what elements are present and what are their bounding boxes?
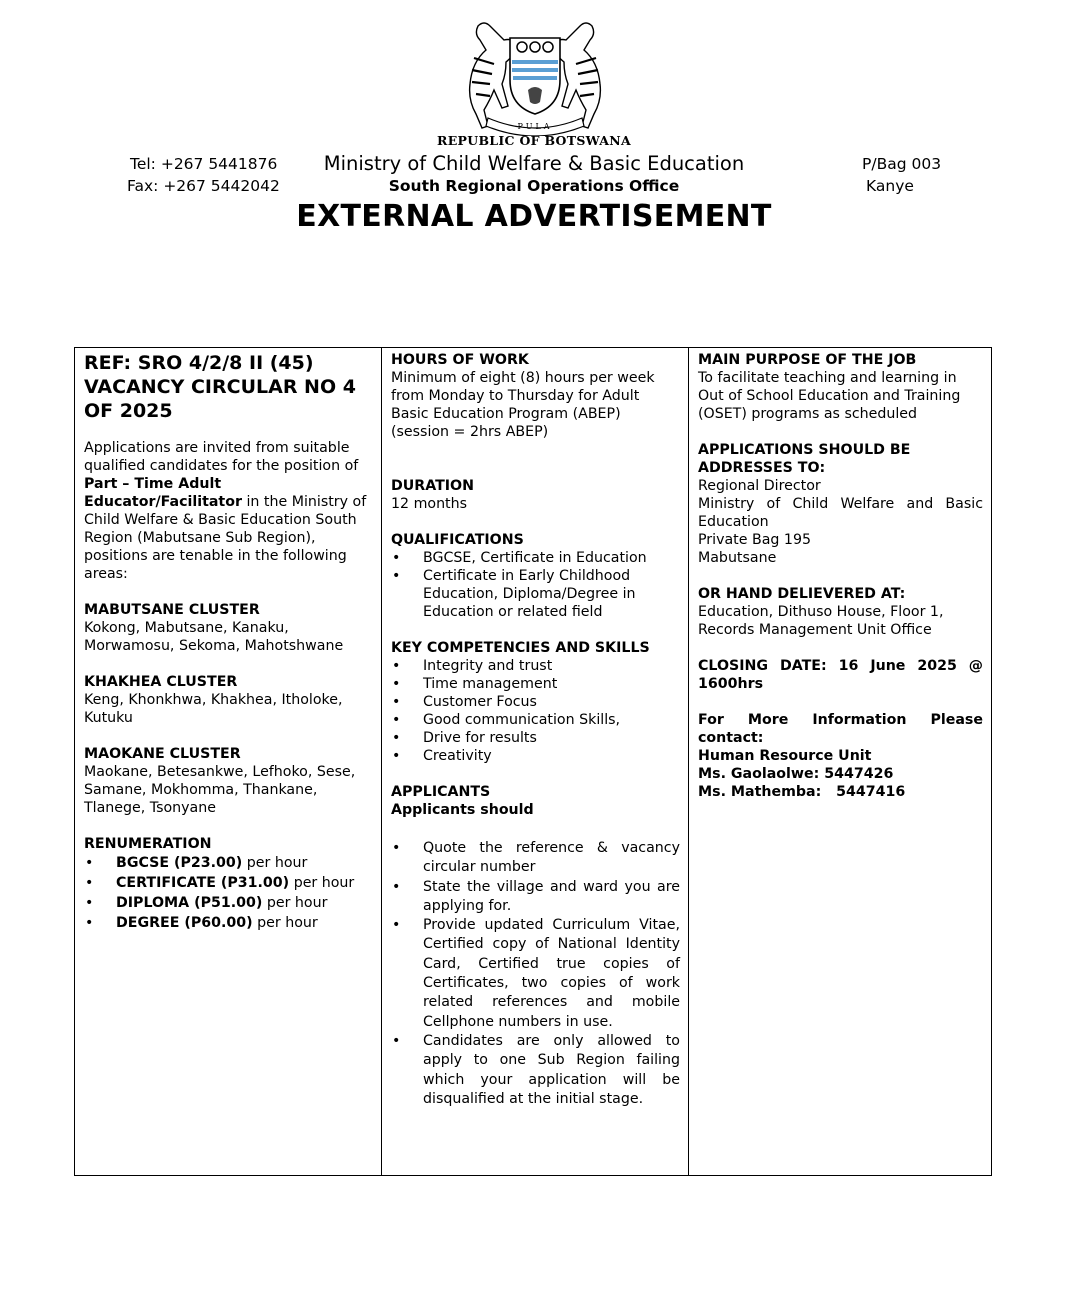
botswana-coat-of-arms-icon — [460, 14, 610, 136]
hand-delivered-title: OR HAND DELIEVERED AT: — [698, 586, 906, 602]
list-item: • Good communication Skills, — [423, 711, 680, 729]
list-item: • BGCSE, Certificate in Education — [423, 549, 680, 567]
address-line: Mabutsane — [698, 550, 777, 566]
fax: Fax: +267 5442042 — [127, 177, 280, 195]
intro-text: Applications are invited from suitable qualified candidates for the position of Part – Time Adult Educator/Facilitator in the Ministry of Child Welfare & Basic Education South Region (Mabutsane Sub Region), positions are tenable in the following areas: — [84, 440, 367, 582]
hours-text: Minimum of eight (8) hours per week from Monday to Thursday for Adult Basic Education Program (ABEP) (session = 2hrs ABEP) — [391, 370, 655, 440]
list-item: • State the village and ward you are applying for. — [423, 878, 680, 917]
renumeration-title: RENUMERATION — [84, 836, 212, 852]
column-reference — [75, 348, 382, 1175]
cluster-title: MAOKANE CLUSTER — [84, 746, 241, 762]
republic-heading: REPUBLIC OF BOTSWANA — [437, 133, 631, 148]
contact-person: Ms. Gaolaolwe: 5447426 — [698, 766, 894, 782]
cluster-areas: Maokane, Betesankwe, Lefhoko, Sese, Samane, Mokhomma, Thankane, Tlanege, Tsonyane — [84, 764, 356, 816]
ministry-name: Ministry of Child Welfare & Basic Education — [323, 152, 745, 175]
renumeration-list — [84, 853, 373, 933]
hours-title: HOURS OF WORK — [391, 352, 529, 368]
office-name: South Regional Operations Office — [388, 177, 680, 195]
duration-text: 12 months — [391, 496, 468, 512]
list-item: • Integrity and trust — [423, 657, 680, 675]
telephone: Tel: +267 5441876 — [130, 155, 278, 173]
address-title: APPLICATIONS SHOULD BE ADDRESSES TO: — [698, 442, 911, 476]
list-item: • Quote the reference & vacancy circular number — [423, 839, 680, 878]
list-item: • CERTIFICATE (P31.00) per hour — [116, 873, 373, 893]
duration-title: DURATION — [391, 478, 474, 494]
skills-list — [391, 657, 680, 765]
list-item: • DEGREE (P60.00) per hour — [116, 913, 373, 933]
list-item: • Customer Focus — [423, 693, 680, 711]
page-title: EXTERNAL ADVERTISEMENT — [296, 199, 772, 234]
skills-title: KEY COMPETENCIES AND SKILLS — [391, 640, 650, 656]
contact-person: Ms. Mathemba: 5447416 — [698, 784, 906, 800]
advert-table — [74, 347, 992, 1176]
applicants-list — [391, 839, 680, 1109]
list-item: • Creativity — [423, 747, 680, 765]
address-line: Regional Director — [698, 478, 821, 494]
list-item: • Time management — [423, 675, 680, 693]
hand-delivered-text: Education, Dithuso House, Floor 1, Records Management Unit Office — [698, 604, 944, 638]
address-line: Ministry of Child Welfare and Basic Education — [698, 496, 983, 530]
purpose-title: MAIN PURPOSE OF THE JOB — [698, 352, 917, 368]
cluster-title: KHAKHEA CLUSTER — [84, 674, 238, 690]
cluster-areas: Keng, Khonkhwa, Khakhea, Itholoke, Kutuku — [84, 692, 343, 726]
more-info: For More Information Please contact: — [698, 712, 983, 746]
qualifications-title: QUALIFICATIONS — [391, 532, 524, 548]
town: Kanye — [866, 177, 914, 195]
column-requirements — [382, 348, 689, 1175]
closing-date: CLOSING DATE: 16 June 2025 @ 1600hrs — [698, 658, 983, 692]
contact-unit: Human Resource Unit — [698, 748, 872, 764]
applicants-title: APPLICANTS — [391, 784, 491, 800]
list-item: • Drive for results — [423, 729, 680, 747]
purpose-text: To facilitate teaching and learning in Out of School Education and Training (OSET) programs as scheduled — [698, 370, 961, 422]
cluster-areas: Kokong, Mabutsane, Kanaku, Morwamosu, Sekoma, Mahotshwane — [84, 620, 344, 654]
cluster-title: MABUTSANE CLUSTER — [84, 602, 260, 618]
list-item: • Provide updated Curriculum Vitae, Certified copy of National Identity Card, Certified true copies of Certificates, two copies of work related references and mobile Cellphone numbers in use. — [423, 916, 680, 1032]
list-item: • Certificate in Early Childhood Education, Diploma/Degree in Education or related field — [423, 567, 680, 621]
address-line: Private Bag 195 — [698, 532, 811, 548]
column-application — [689, 348, 991, 1175]
list-item: • Candidates are only allowed to apply to one Sub Region failing which your application will be disqualified at the initial stage. — [423, 1032, 680, 1109]
reference-number: REF: SRO 4/2/8 II (45) VACANCY CIRCULAR NO 4 OF 2025 — [84, 352, 356, 422]
svg-text:PULA: PULA — [517, 122, 553, 131]
qualifications-list — [391, 549, 680, 621]
postal-bag: P/Bag 003 — [862, 155, 942, 173]
applicants-subtitle: Applicants should — [391, 802, 534, 818]
list-item: • DIPLOMA (P51.00) per hour — [116, 893, 373, 913]
position-title: Part – Time Adult Educator/Facilitator — [84, 476, 242, 510]
list-item: • BGCSE (P23.00) per hour — [116, 853, 373, 873]
